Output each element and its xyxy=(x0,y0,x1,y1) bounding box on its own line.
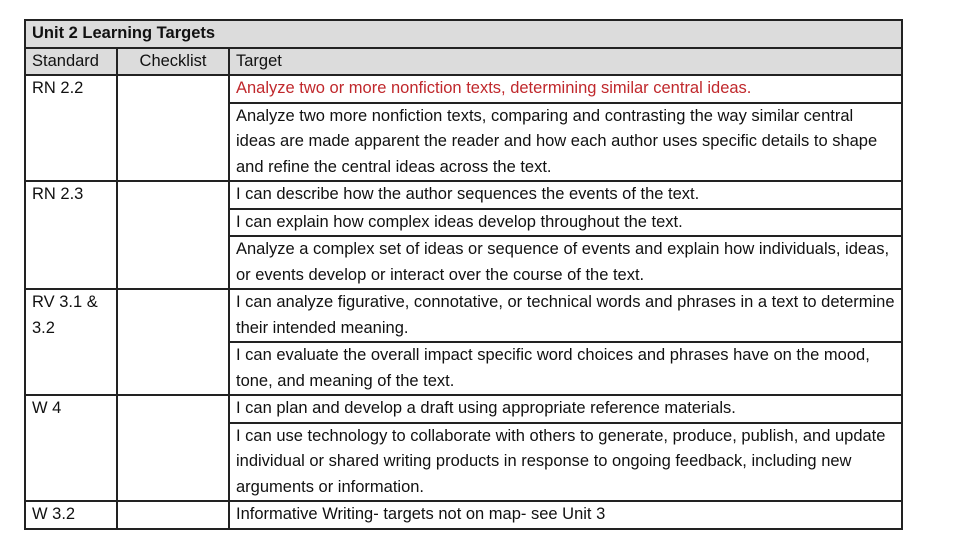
target-cell: I can evaluate the overall impact specific word choices and phrases have on the mood, tone, and meaning of the text. xyxy=(229,342,902,395)
target-header: Target xyxy=(229,48,902,76)
header-row xyxy=(25,48,902,76)
target-cell: Analyze two more nonfiction texts, comparing and contrasting the way similar central ideas are made apparent the reader and how each author uses specific details to shape and refine the central ideas across the text. xyxy=(229,103,902,182)
checklist-cell[interactable] xyxy=(117,501,229,529)
target-cell: I can use technology to collaborate with others to generate, produce, publish, and update individual or shared writing products in response to ongoing feedback, including new arguments or information. xyxy=(229,423,902,502)
checklist-cell[interactable] xyxy=(117,289,229,395)
table-title: Unit 2 Learning Targets xyxy=(25,20,902,48)
checklist-cell[interactable] xyxy=(117,395,229,501)
target-cell: Analyze a complex set of ideas or sequence of events and explain how individuals, ideas, or events develop or interact over the course of the text. xyxy=(229,236,902,289)
target-cell: Informative Writing- targets not on map- see Unit 3 xyxy=(229,501,902,529)
table-row xyxy=(25,75,902,103)
table-row xyxy=(25,501,902,529)
target-cell: Analyze two or more nonfiction texts, determining similar central ideas. xyxy=(229,75,902,103)
target-cell: I can analyze figurative, connotative, or technical words and phrases in a text to determine their intended meaning. xyxy=(229,289,902,342)
table-row xyxy=(25,289,902,342)
title-row xyxy=(25,20,902,48)
learning-targets-table xyxy=(24,19,903,530)
checklist-header: Checklist xyxy=(117,48,229,76)
standard-cell: RN 2.2 xyxy=(25,75,117,181)
standard-cell: W 3.2 xyxy=(25,501,117,529)
table-row xyxy=(25,181,902,209)
standard-cell: RV 3.1 & 3.2 xyxy=(25,289,117,395)
standard-cell: RN 2.3 xyxy=(25,181,117,289)
checklist-cell[interactable] xyxy=(117,75,229,181)
target-cell: I can describe how the author sequences the events of the text. xyxy=(229,181,902,209)
checklist-cell[interactable] xyxy=(117,181,229,289)
standard-cell: W 4 xyxy=(25,395,117,501)
target-cell: I can explain how complex ideas develop throughout the text. xyxy=(229,209,902,237)
target-cell: I can plan and develop a draft using appropriate reference materials. xyxy=(229,395,902,423)
table-row xyxy=(25,395,902,423)
standard-header: Standard xyxy=(25,48,117,76)
